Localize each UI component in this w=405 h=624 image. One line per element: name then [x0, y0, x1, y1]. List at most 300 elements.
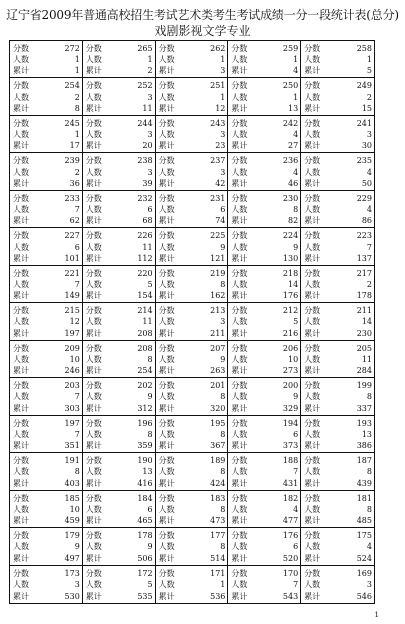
count-line [86, 167, 153, 178]
cumulative-label: 累计 [13, 366, 29, 376]
cumulative-line [159, 440, 226, 451]
count-value: 9 [74, 542, 80, 552]
cumulative-line [159, 328, 226, 339]
cumulative-line [231, 178, 298, 189]
score-label: 分数 [231, 568, 248, 578]
count-label: 人数 [13, 542, 29, 552]
score-value: 196 [137, 418, 153, 428]
count-label: 人数 [13, 242, 29, 252]
count-label: 人数 [231, 504, 248, 514]
count-line [304, 54, 372, 65]
cumulative-label: 累计 [158, 178, 175, 188]
score-value: 232 [137, 193, 153, 203]
cumulative-label: 累计 [13, 103, 29, 113]
score-line [231, 80, 298, 91]
score-line [304, 418, 372, 429]
score-label: 分数 [85, 531, 102, 541]
cumulative-line [159, 591, 226, 602]
score-value: 173 [64, 568, 80, 578]
count-value: 5 [147, 580, 153, 590]
cumulative-value: 506 [137, 553, 153, 563]
count-line [304, 129, 372, 140]
count-line [231, 279, 298, 290]
count-line [231, 129, 298, 140]
cumulative-label: 累计 [158, 516, 175, 526]
cumulative-value: 536 [210, 592, 226, 601]
count-line [86, 354, 153, 365]
count-value: 7 [74, 429, 80, 439]
score-value: 172 [137, 568, 153, 578]
cumulative-line [86, 440, 153, 451]
count-line [304, 579, 372, 590]
count-value: 8 [220, 504, 226, 514]
count-line [159, 429, 226, 440]
cumulative-value: 137 [356, 253, 372, 263]
count-line [304, 92, 372, 103]
score-cell [10, 491, 83, 528]
count-value: 6 [147, 205, 153, 215]
score-cell [228, 453, 301, 490]
score-line [13, 305, 80, 316]
count-label: 人数 [304, 242, 321, 252]
cumulative-label: 累计 [304, 592, 321, 601]
score-label: 分数 [85, 568, 102, 578]
count-value: 8 [366, 392, 372, 402]
count-value: 14 [288, 280, 299, 290]
score-label: 分数 [304, 81, 321, 91]
cumulative-line [304, 65, 372, 76]
score-cell [228, 566, 301, 603]
count-label: 人数 [85, 205, 102, 215]
score-cell [156, 566, 229, 603]
count-label: 人数 [13, 354, 29, 364]
count-label: 人数 [13, 392, 29, 402]
count-line [86, 504, 153, 515]
cumulative-line [86, 365, 153, 376]
cumulative-line [86, 515, 153, 526]
count-line [13, 316, 80, 327]
score-cell [10, 116, 83, 153]
cumulative-label: 累计 [304, 103, 321, 113]
score-cell [83, 453, 156, 490]
score-cell [83, 303, 156, 340]
score-value: 265 [137, 44, 153, 53]
count-value: 11 [361, 354, 372, 364]
count-value: 8 [293, 205, 299, 215]
cumulative-value: 477 [282, 516, 299, 526]
count-value: 8 [220, 467, 226, 477]
cumulative-value: 12 [215, 103, 226, 113]
score-line [159, 155, 226, 166]
cumulative-value: 15 [361, 103, 372, 113]
cumulative-value: 431 [282, 478, 299, 488]
cumulative-value: 1 [74, 66, 80, 76]
cumulative-line [231, 591, 298, 602]
score-value: 187 [356, 456, 372, 466]
score-line [159, 118, 226, 129]
cumulative-line [159, 403, 226, 414]
cumulative-label: 累计 [304, 291, 321, 301]
score-line [304, 268, 372, 279]
count-line [86, 429, 153, 440]
score-value: 202 [137, 381, 153, 391]
cumulative-label: 累计 [13, 66, 29, 76]
score-value: 225 [210, 231, 226, 241]
score-label: 分数 [13, 343, 29, 353]
score-value: 201 [210, 381, 226, 391]
score-value: 193 [356, 418, 372, 428]
score-label: 分数 [158, 343, 175, 353]
score-label: 分数 [85, 268, 102, 278]
cumulative-line [159, 515, 226, 526]
count-value: 1 [74, 55, 80, 65]
count-value: 1 [366, 55, 372, 65]
count-label: 人数 [13, 317, 29, 327]
cumulative-value: 520 [282, 553, 299, 563]
cumulative-value: 530 [64, 592, 80, 601]
count-line [231, 466, 298, 477]
cumulative-line [159, 215, 226, 226]
count-value: 1 [147, 55, 153, 65]
score-value: 224 [282, 231, 299, 241]
cumulative-line [13, 215, 80, 226]
score-line [13, 380, 80, 391]
score-label: 分数 [304, 44, 321, 53]
score-cell [83, 228, 156, 265]
score-line [231, 43, 298, 54]
count-label: 人数 [13, 429, 29, 439]
count-value: 11 [142, 317, 153, 327]
cumulative-label: 累计 [304, 553, 321, 563]
cumulative-value: 39 [142, 178, 153, 188]
count-line [86, 391, 153, 402]
score-cell [301, 566, 374, 603]
cumulative-line [304, 440, 372, 451]
cumulative-line [13, 478, 80, 489]
count-label: 人数 [304, 542, 321, 552]
count-label: 人数 [304, 92, 321, 102]
count-label: 人数 [85, 429, 102, 439]
count-label: 人数 [85, 242, 102, 252]
cumulative-value: 13 [288, 103, 299, 113]
count-line [231, 316, 298, 327]
count-label: 人数 [231, 542, 248, 552]
score-cell [156, 191, 229, 228]
count-label: 人数 [158, 130, 175, 140]
cumulative-value: 497 [64, 553, 80, 563]
count-value: 7 [74, 392, 80, 402]
count-label: 人数 [158, 205, 175, 215]
count-label: 人数 [158, 392, 175, 402]
score-value: 251 [210, 81, 226, 91]
score-label: 分数 [304, 456, 321, 466]
score-label: 分数 [13, 81, 29, 91]
count-line [231, 429, 298, 440]
count-line [304, 541, 372, 552]
cumulative-value: 273 [282, 366, 299, 376]
score-value: 226 [137, 231, 153, 241]
score-value: 250 [282, 81, 299, 91]
score-line [159, 380, 226, 391]
score-value: 181 [356, 493, 372, 503]
cumulative-value: 246 [64, 366, 80, 376]
score-line [231, 568, 298, 579]
score-label: 分数 [85, 44, 102, 53]
cumulative-value: 439 [356, 478, 372, 488]
count-line [13, 579, 80, 590]
count-value: 4 [293, 130, 299, 140]
cumulative-label: 累计 [158, 592, 175, 601]
score-line [86, 418, 153, 429]
cumulative-label: 累计 [304, 366, 321, 376]
score-value: 190 [137, 456, 153, 466]
score-line [159, 455, 226, 466]
count-value: 1 [220, 580, 226, 590]
count-label: 人数 [304, 317, 321, 327]
cumulative-value: 17 [69, 141, 80, 151]
cumulative-line [231, 290, 298, 301]
score-cell [301, 453, 374, 490]
cumulative-label: 累计 [231, 328, 248, 338]
count-line [86, 466, 153, 477]
score-label: 分数 [158, 381, 175, 391]
count-line [159, 129, 226, 140]
count-value: 8 [74, 467, 80, 477]
score-cell [228, 228, 301, 265]
count-label: 人数 [304, 580, 321, 590]
score-label: 分数 [304, 306, 321, 316]
score-value: 199 [356, 381, 372, 391]
score-cell [10, 41, 83, 78]
score-value: 231 [210, 193, 226, 203]
count-line [159, 354, 226, 365]
cumulative-line [159, 253, 226, 264]
count-line [304, 429, 372, 440]
count-value: 1 [74, 130, 80, 140]
score-line [86, 268, 153, 279]
cumulative-line [13, 553, 80, 564]
count-value: 8 [366, 467, 372, 477]
count-value: 9 [147, 542, 153, 552]
count-value: 7 [74, 205, 80, 215]
cumulative-value: 416 [137, 478, 153, 488]
score-line [13, 418, 80, 429]
score-label: 分数 [158, 118, 175, 128]
score-label: 分数 [158, 193, 175, 203]
score-label: 分数 [158, 81, 175, 91]
cumulative-line [304, 178, 372, 189]
score-label: 分数 [13, 381, 29, 391]
cumulative-line [86, 253, 153, 264]
score-cell [10, 341, 83, 378]
score-value: 242 [282, 118, 299, 128]
score-label: 分数 [85, 306, 102, 316]
count-label: 人数 [304, 130, 321, 140]
score-value: 205 [356, 343, 372, 353]
score-value: 214 [137, 306, 153, 316]
cumulative-line [159, 365, 226, 376]
cumulative-line [86, 478, 153, 489]
cumulative-label: 累计 [13, 592, 29, 601]
score-value: 245 [64, 118, 80, 128]
cumulative-label: 累计 [231, 66, 248, 76]
score-label: 分数 [85, 81, 102, 91]
cumulative-value: 312 [137, 403, 153, 413]
score-value: 233 [64, 193, 80, 203]
score-label: 分数 [158, 268, 175, 278]
score-value: 244 [137, 118, 153, 128]
count-label: 人数 [85, 55, 102, 65]
score-line [13, 155, 80, 166]
score-line [86, 80, 153, 91]
cumulative-label: 累计 [158, 291, 175, 301]
cumulative-label: 累计 [231, 291, 248, 301]
cumulative-value: 46 [288, 178, 299, 188]
count-label: 人数 [85, 542, 102, 552]
count-label: 人数 [304, 167, 321, 177]
cumulative-value: 230 [356, 328, 372, 338]
count-label: 人数 [231, 205, 248, 215]
cumulative-value: 367 [210, 441, 226, 451]
score-cell [301, 491, 374, 528]
score-cell [301, 266, 374, 303]
cumulative-value: 208 [137, 328, 153, 338]
count-value: 9 [220, 354, 226, 364]
score-label: 分数 [158, 568, 175, 578]
count-line [86, 54, 153, 65]
score-line [13, 193, 80, 204]
count-line [231, 504, 298, 515]
cumulative-label: 累计 [304, 216, 321, 226]
cumulative-label: 累计 [13, 553, 29, 563]
score-value: 238 [137, 156, 153, 166]
score-cell [10, 303, 83, 340]
count-line [86, 92, 153, 103]
count-line [13, 429, 80, 440]
count-line [13, 279, 80, 290]
count-label: 人数 [13, 92, 29, 102]
score-line [13, 43, 80, 54]
count-label: 人数 [304, 280, 321, 290]
score-line [13, 568, 80, 579]
score-cell [228, 41, 301, 78]
cumulative-label: 累计 [85, 328, 102, 338]
count-label: 人数 [158, 467, 175, 477]
count-value: 9 [147, 392, 153, 402]
score-cell [301, 41, 374, 78]
score-label: 分数 [231, 456, 248, 466]
count-value: 9 [220, 242, 226, 252]
score-value: 258 [356, 44, 372, 53]
cumulative-value: 112 [137, 253, 153, 263]
score-label: 分数 [85, 381, 102, 391]
score-cell [83, 191, 156, 228]
score-line [231, 155, 298, 166]
count-value: 11 [142, 242, 153, 252]
cumulative-value: 485 [356, 516, 372, 526]
score-label: 分数 [304, 231, 321, 241]
count-label: 人数 [85, 92, 102, 102]
score-line [86, 530, 153, 541]
cumulative-label: 累计 [158, 253, 175, 263]
cumulative-label: 累计 [85, 441, 102, 451]
score-value: 262 [210, 44, 226, 53]
score-label: 分数 [13, 156, 29, 166]
cumulative-line [86, 290, 153, 301]
score-line [86, 118, 153, 129]
score-cell [83, 41, 156, 78]
count-label: 人数 [13, 280, 29, 290]
score-line [159, 305, 226, 316]
cumulative-line [304, 215, 372, 226]
score-line [231, 118, 298, 129]
score-line [159, 80, 226, 91]
count-line [304, 242, 372, 253]
score-value: 189 [210, 456, 226, 466]
count-line [304, 391, 372, 402]
count-value: 9 [293, 392, 299, 402]
count-value: 6 [147, 504, 153, 514]
cumulative-label: 累计 [13, 328, 29, 338]
score-value: 220 [137, 268, 153, 278]
cumulative-line [13, 328, 80, 339]
cumulative-label: 累计 [231, 441, 248, 451]
cumulative-line [159, 478, 226, 489]
score-value: 235 [356, 156, 372, 166]
count-label: 人数 [85, 467, 102, 477]
count-value: 8 [147, 354, 153, 364]
count-value: 6 [293, 542, 299, 552]
score-cell [301, 191, 374, 228]
cumulative-value: 359 [137, 441, 153, 451]
cumulative-label: 累计 [85, 216, 102, 226]
score-label: 分数 [231, 81, 248, 91]
cumulative-value: 20 [142, 141, 153, 151]
score-label: 分数 [158, 44, 175, 53]
score-line [86, 343, 153, 354]
score-line [13, 230, 80, 241]
cumulative-value: 303 [64, 403, 80, 413]
score-cell [156, 453, 229, 490]
score-label: 分数 [231, 306, 248, 316]
score-line [13, 455, 80, 466]
cumulative-line [13, 591, 80, 602]
score-cell [301, 78, 374, 115]
count-value: 13 [142, 467, 153, 477]
score-line [231, 230, 298, 241]
cumulative-value: 320 [210, 403, 226, 413]
count-value: 6 [220, 205, 226, 215]
score-value: 195 [210, 418, 226, 428]
cumulative-label: 累计 [231, 403, 248, 413]
score-label: 分数 [231, 381, 248, 391]
cumulative-label: 累计 [85, 553, 102, 563]
cumulative-value: 23 [215, 141, 226, 151]
cumulative-value: 254 [137, 366, 153, 376]
score-label: 分数 [304, 531, 321, 541]
count-value: 1 [293, 92, 299, 102]
cumulative-line [86, 215, 153, 226]
cumulative-line [304, 365, 372, 376]
score-cell [301, 303, 374, 340]
cumulative-label: 累计 [304, 66, 321, 76]
score-label: 分数 [13, 418, 29, 428]
count-value: 9 [293, 242, 299, 252]
cumulative-label: 累计 [231, 253, 248, 263]
cumulative-line [231, 478, 298, 489]
count-label: 人数 [85, 580, 102, 590]
count-line [159, 504, 226, 515]
